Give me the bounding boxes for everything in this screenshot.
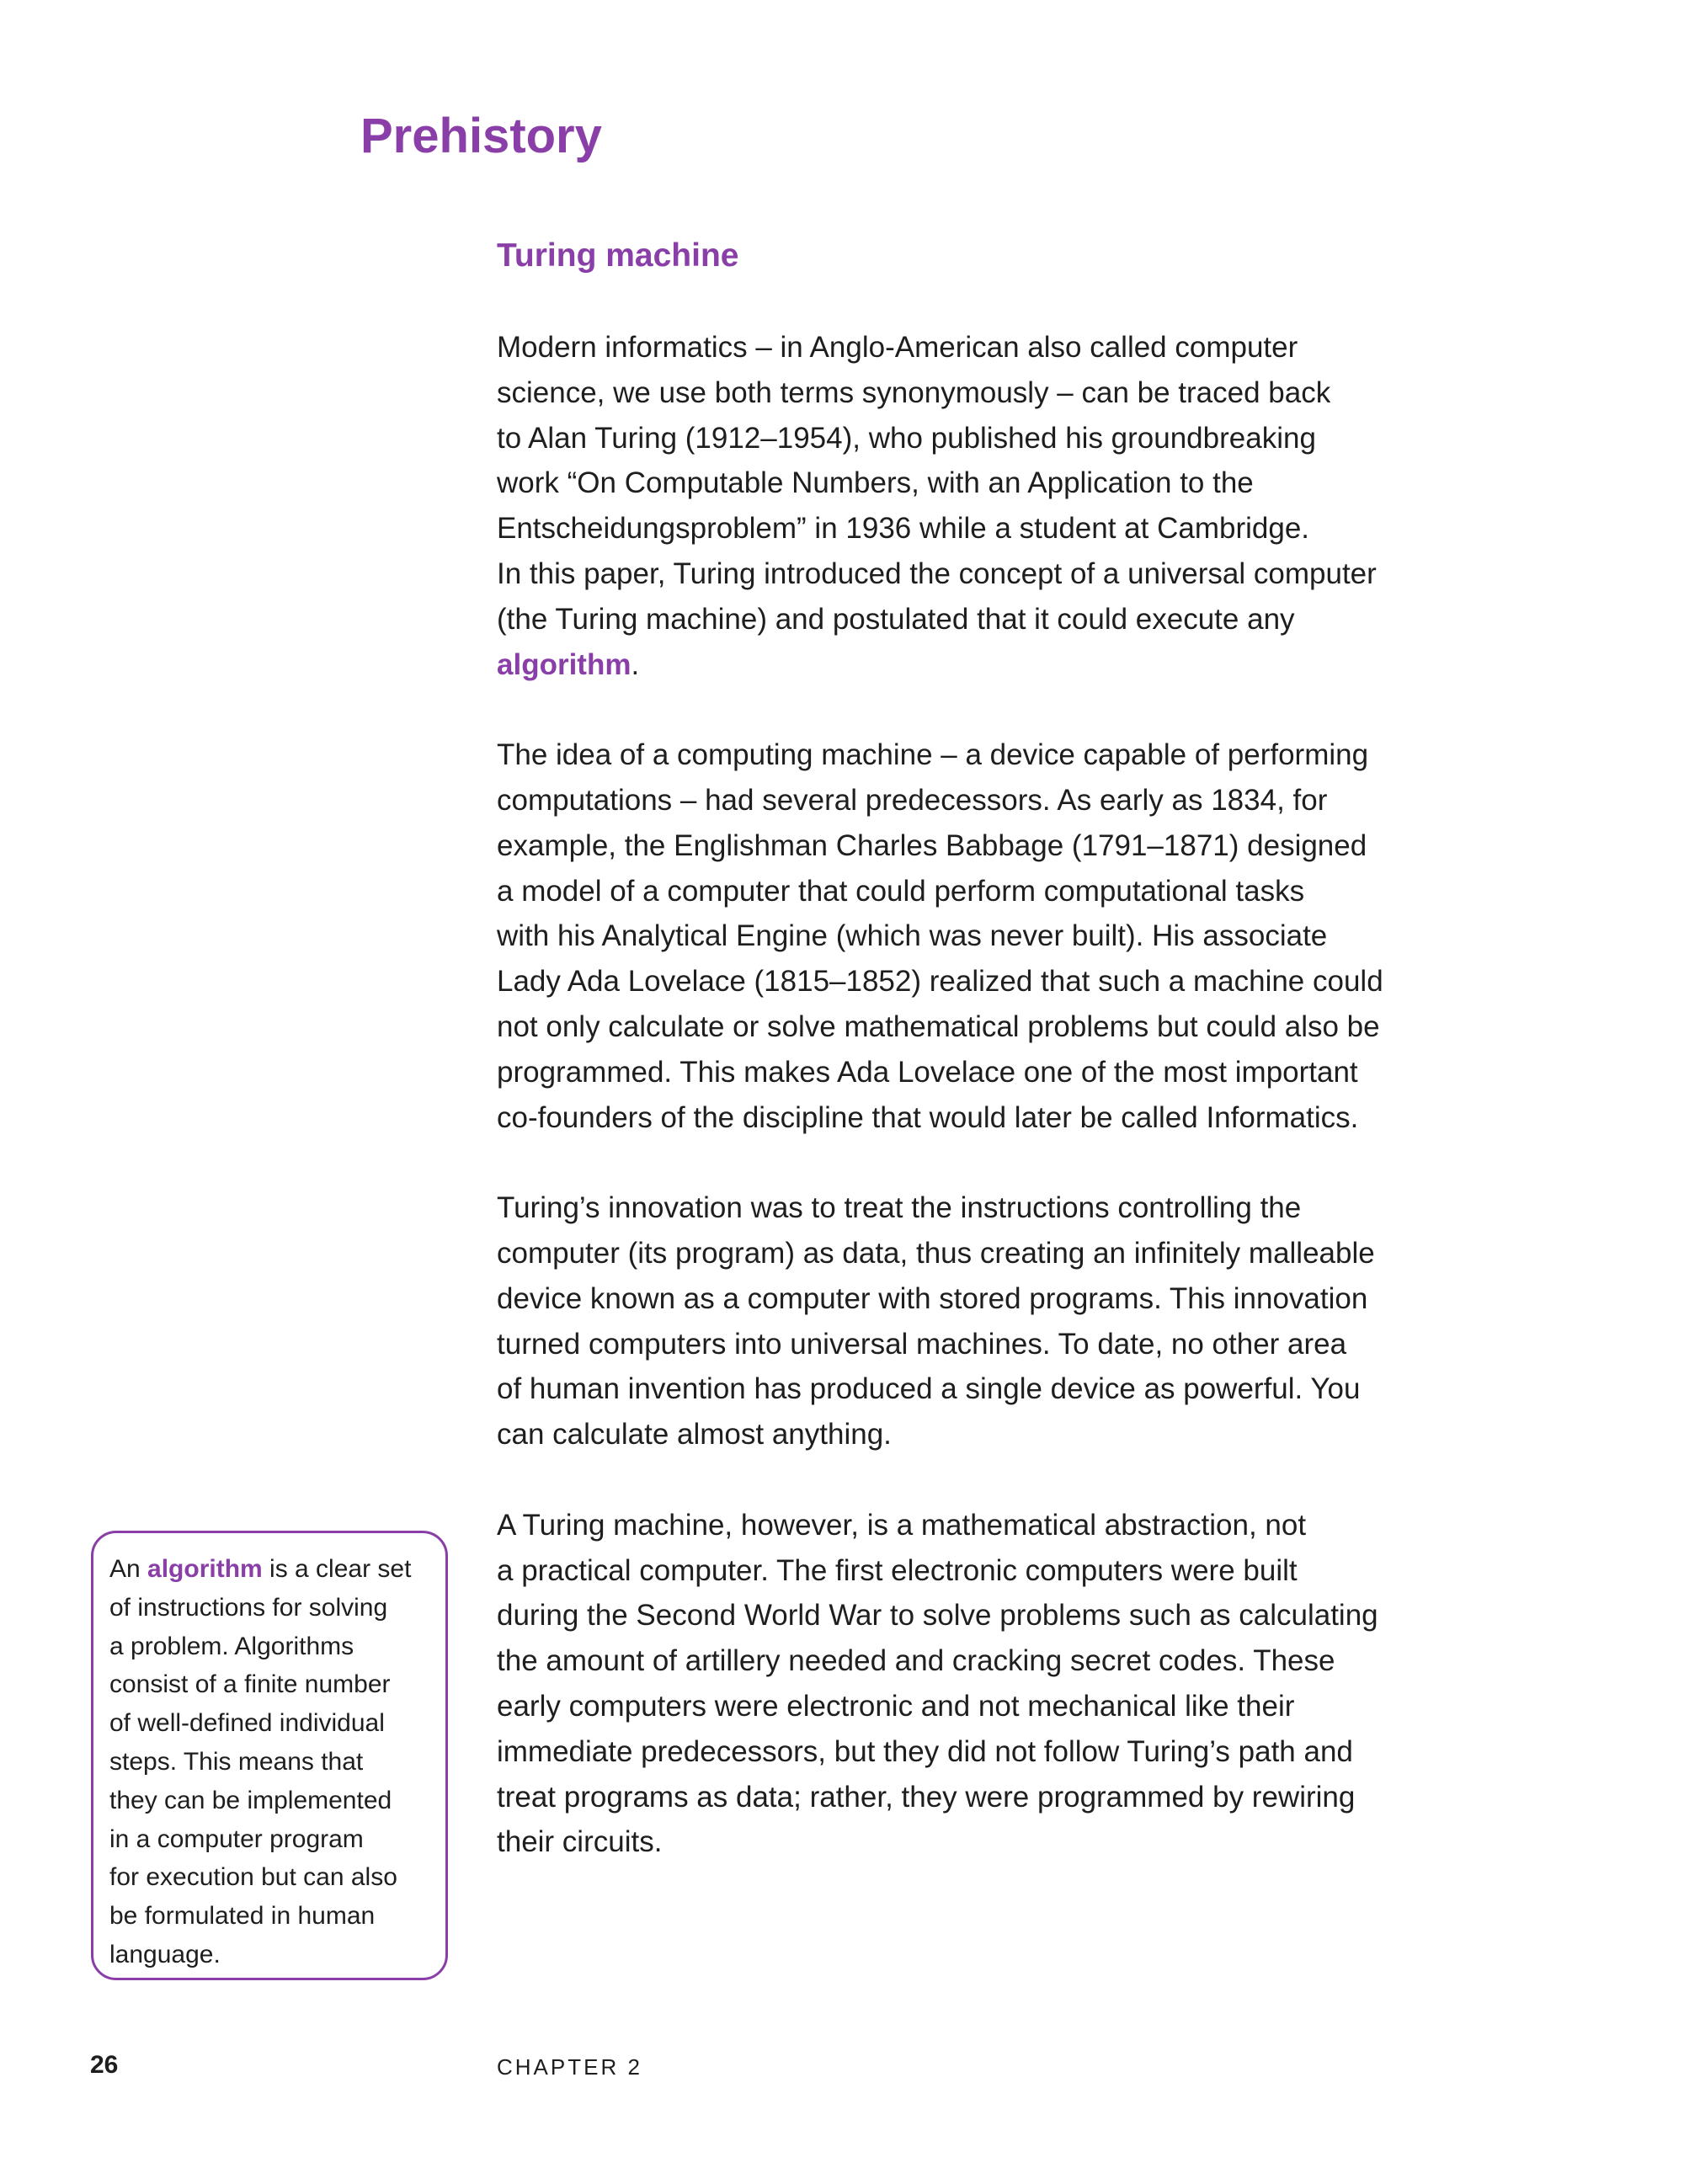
text-span: Modern informatics – in Anglo-American also called computer [497,331,1298,364]
text-line [497,597,1608,642]
text-span: A Turing machine, however, is a mathematical abstraction, not [497,1508,1307,1542]
definition-box [91,1531,448,1980]
text-line [497,1050,1608,1095]
text-span: of human invention has produced a single device as powerful. You [497,1372,1361,1406]
text-line [497,1095,1608,1141]
body-text [497,325,1608,1910]
text-span: early computers were electronic and not mechanical like their [497,1689,1295,1723]
text-line [497,1322,1608,1367]
text-line [109,1743,445,1782]
text-line [497,1819,1608,1865]
paragraph [497,732,1608,1140]
text-span: the amount of artillery needed and cracking secret codes. These [497,1644,1335,1678]
text-span: not only calculate or solve mathematical problems but could also be [497,1009,1380,1043]
text-line [109,1665,445,1704]
text-line [109,1627,445,1666]
text-span: be formulated in human [109,1902,376,1931]
text-line [497,506,1608,551]
text-line [497,1775,1608,1820]
text-span: treat programs as data; rather, they were programmed by rewiring [497,1780,1356,1814]
text-span: computer (its program) as data, thus creating an infinitely malleable [497,1236,1375,1270]
text-line [109,1589,445,1627]
text-line [497,1231,1608,1276]
text-line [497,1366,1608,1412]
text-span: of well-defined individual [109,1709,385,1738]
text-line [497,869,1608,914]
text-span: computations – had several predecessors. As early as 1834, for [497,783,1328,817]
text-span: programmed. This makes Ada Lovelace one of the most important [497,1055,1358,1089]
text-line [497,1729,1608,1775]
text-line [497,914,1608,959]
chapter-label: CHAPTER 2 [497,2054,642,2080]
text-span: work “On Computable Numbers, with an Application to the [497,466,1254,500]
text-span: is a clear set [262,1555,412,1583]
text-span: for execution but can also [109,1863,397,1892]
text-span: steps. This means that [109,1747,364,1776]
text-line [109,1936,445,1974]
text-span: a practical computer. The first electronic computers were built [497,1553,1298,1587]
text-span: they can be implemented [109,1786,392,1814]
text-line [497,461,1608,506]
glossary-term: algorithm [497,647,632,681]
text-line [497,1593,1608,1638]
text-span: to Alan Turing (1912–1954), who published his groundbreaking [497,421,1316,455]
text-span: device known as a computer with stored programs. This innovation [497,1281,1368,1315]
section-heading: Prehistory [360,109,602,163]
text-line [497,370,1608,416]
text-span: their circuits. [497,1825,663,1859]
text-line [497,823,1608,869]
subsection-heading: Turing machine [497,237,739,274]
paragraph [497,1503,1608,1865]
text-span: a model of a computer that could perform computational tasks [497,874,1305,908]
page-number: 26 [90,2051,119,2079]
text-line [497,551,1608,597]
text-span: science, we use both terms synonymously – can be traced back [497,376,1331,409]
text-span: In this paper, Turing introduced the concept of a universal computer [497,557,1377,590]
text-span: a problem. Algorithms [109,1632,354,1660]
text-line [497,959,1608,1004]
text-span: . [631,647,640,681]
text-span: Turing’s innovation was to treat the instructions controlling the [497,1191,1302,1225]
text-line [109,1897,445,1936]
text-span: of instructions for solving [109,1593,388,1622]
paragraph [497,1185,1608,1457]
text-line [109,1550,445,1589]
text-line [497,1638,1608,1684]
text-line [497,1684,1608,1729]
paragraph [497,325,1608,687]
text-line [497,416,1608,461]
text-line [109,1704,445,1743]
text-span: Entscheidungsproblem” in 1936 while a student at Cambridge. [497,512,1310,546]
text-span: with his Analytical Engine (which was never built). His associate [497,919,1328,953]
text-line [497,1004,1608,1050]
text-span: turned computers into universal machines. To date, no other area [497,1327,1347,1361]
text-span: immediate predecessors, but they did not follow Turing’s path and [497,1734,1353,1768]
text-line [497,1548,1608,1594]
text-span: co-founders of the discipline that would later be called Informatics. [497,1100,1359,1134]
glossary-term: algorithm [147,1555,263,1583]
text-line [109,1820,445,1859]
text-line [497,325,1608,370]
text-span: (the Turing machine) and postulated that it could execute any [497,602,1295,636]
text-line [497,1503,1608,1548]
text-span: can calculate almost anything. [497,1418,892,1452]
text-line [497,1412,1608,1457]
text-line [497,778,1608,823]
text-line [109,1858,445,1897]
text-span: language. [109,1940,221,1968]
text-span: consist of a finite number [109,1670,391,1699]
text-line [497,732,1608,778]
text-span: Lady Ada Lovelace (1815–1852) realized that such a machine could [497,965,1383,999]
text-span: during the Second World War to solve problems such as calculating [497,1599,1378,1633]
text-span: An [109,1555,148,1583]
text-span: in a computer program [109,1824,364,1853]
text-span: The idea of a computing machine – a device capable of performing [497,738,1369,772]
text-line [497,1185,1608,1231]
text-line [109,1782,445,1820]
text-line [497,1276,1608,1322]
text-line [497,642,1608,688]
text-span: example, the Englishman Charles Babbage (1791–1871) designed [497,828,1367,862]
